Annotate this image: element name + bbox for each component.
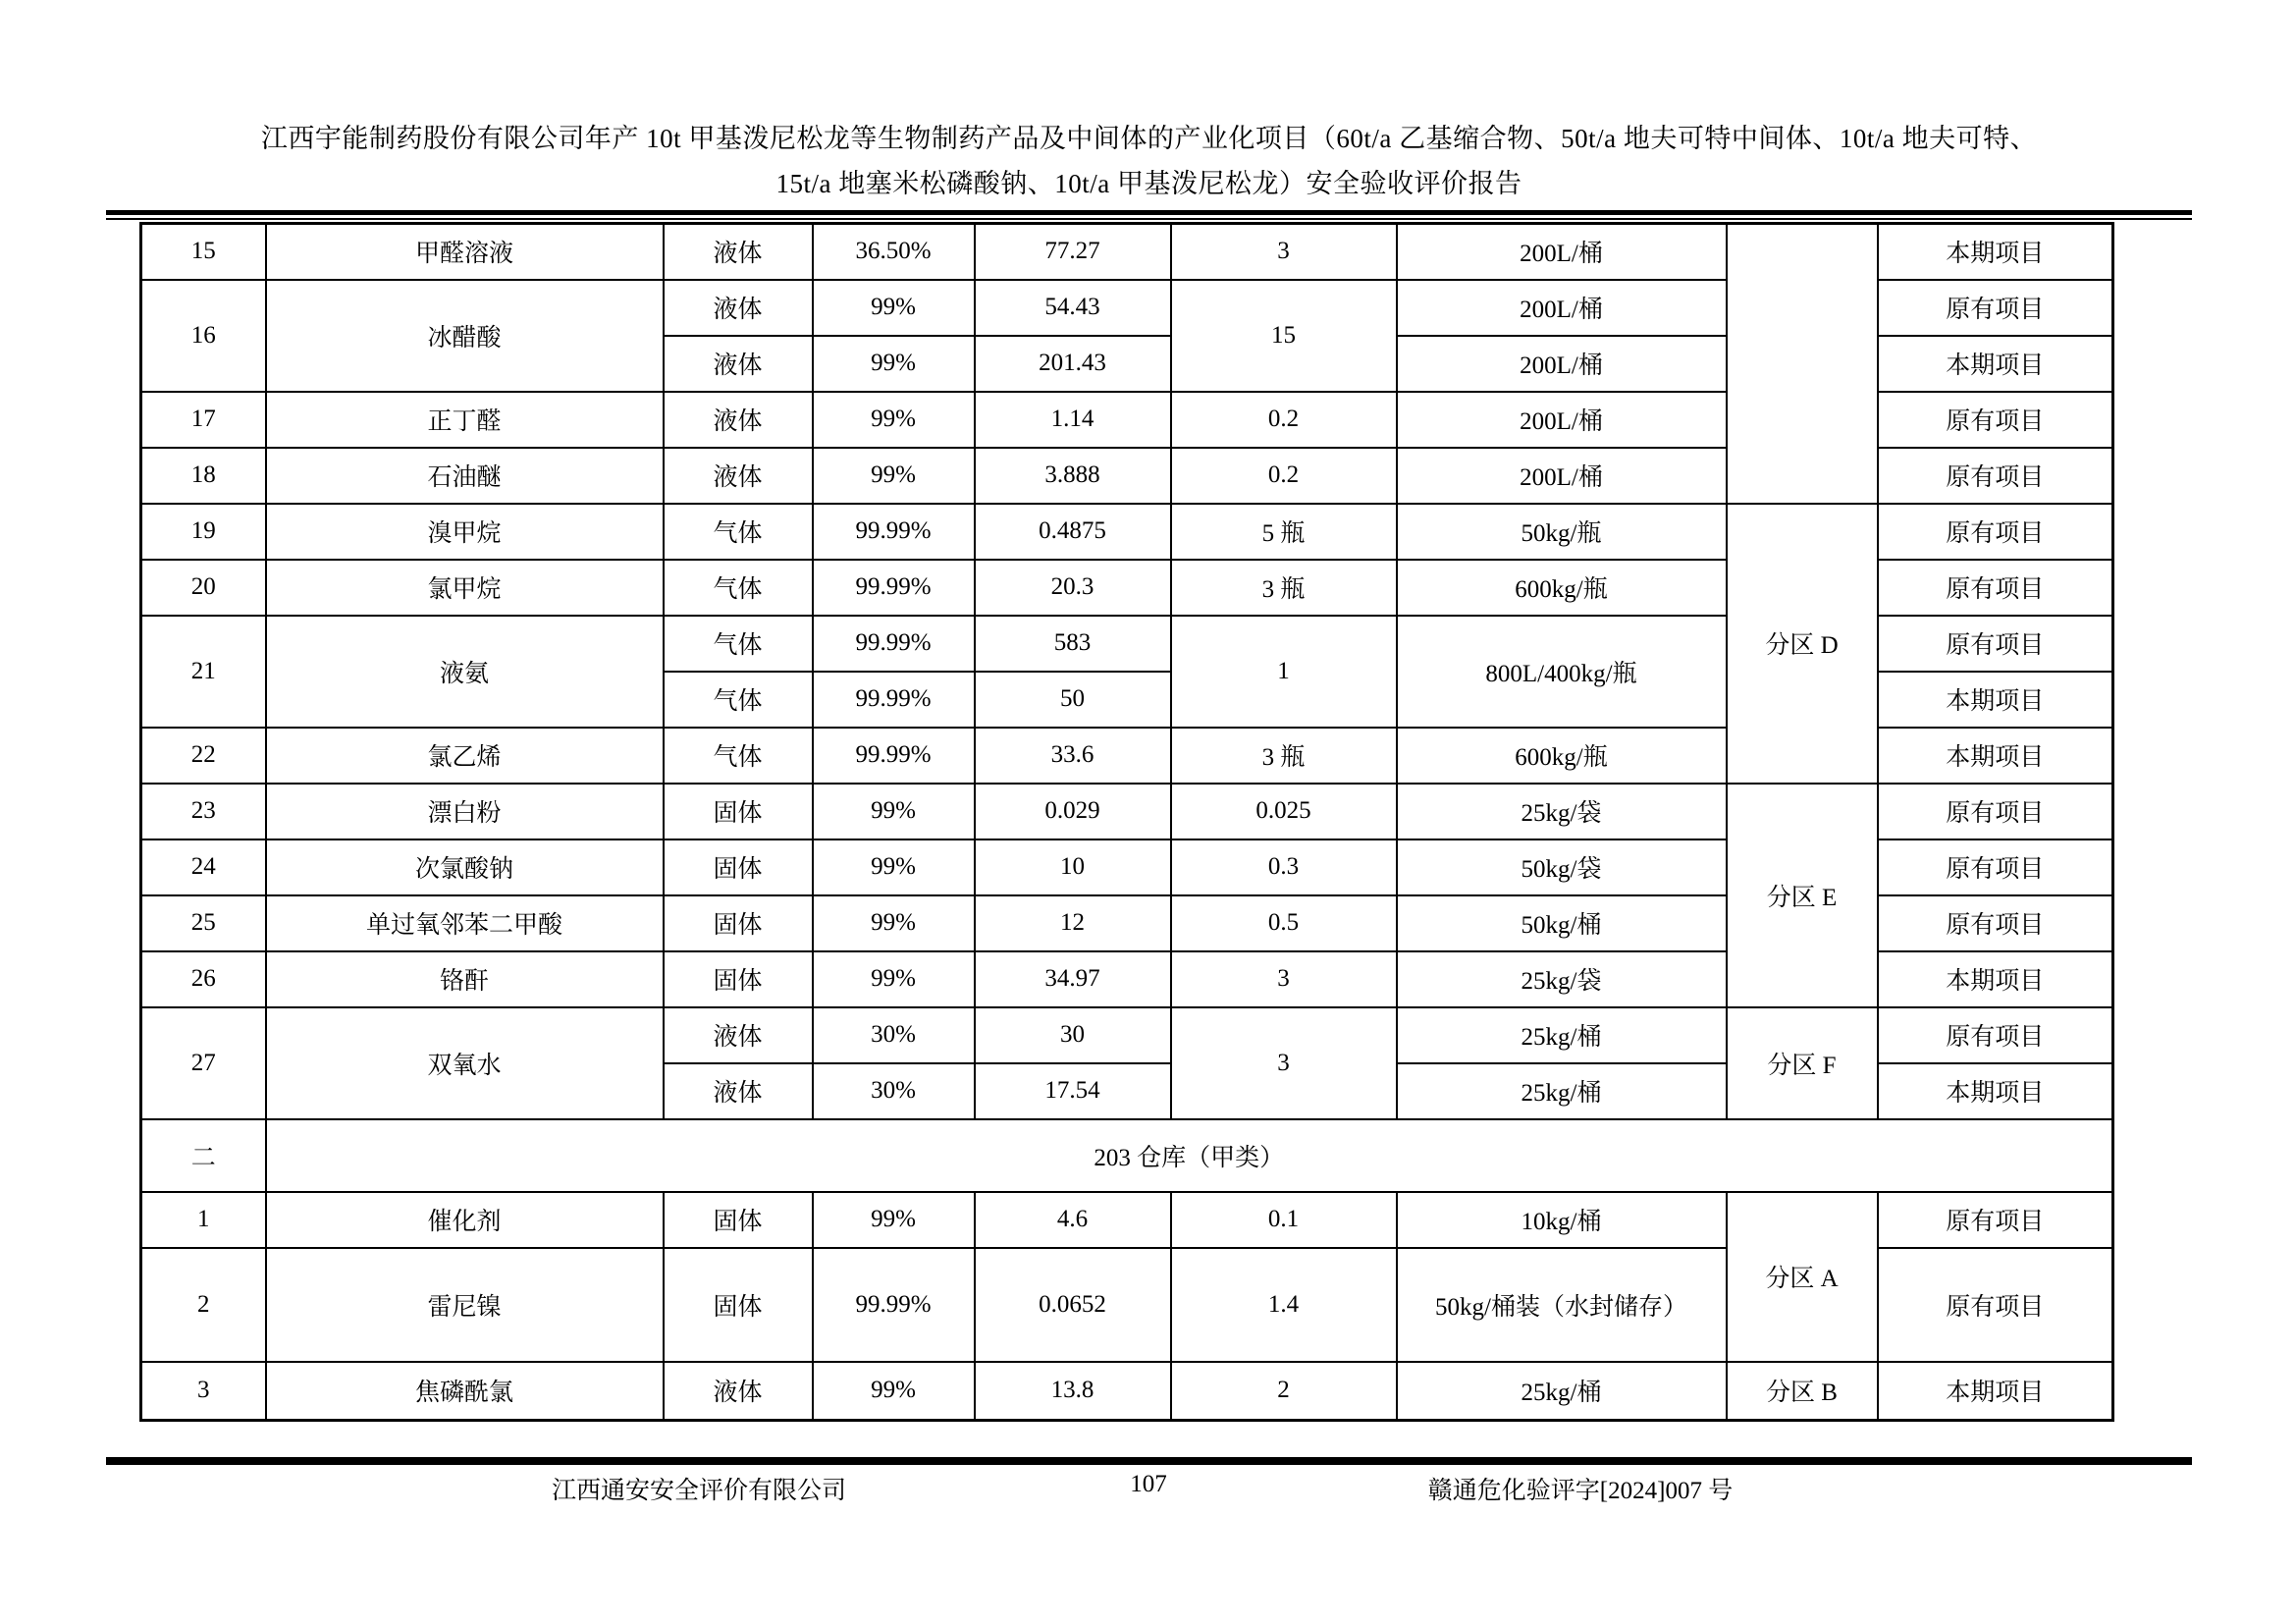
cell-chemical-name: 单过氧邻苯二甲酸 <box>266 895 664 951</box>
cell-seq: 二 <box>141 1119 266 1192</box>
cell-quantity: 3 瓶 <box>1171 560 1397 616</box>
cell-purity: 99% <box>813 1192 975 1248</box>
cell-seq: 17 <box>141 392 266 448</box>
cell-chemical-name: 石油醚 <box>266 448 664 504</box>
table-row <box>141 1192 2113 1248</box>
cell-project: 本期项目 <box>1878 1362 2113 1421</box>
cell-storage-amount: 50 <box>975 672 1171 728</box>
cell-storage-amount: 12 <box>975 895 1171 951</box>
cell-packaging: 25kg/袋 <box>1397 951 1727 1007</box>
page-title-line2: 15t/a 地塞米松磷酸钠、10t/a 甲基泼尼松龙）安全验收评价报告 <box>775 169 1522 198</box>
cell-project: 本期项目 <box>1878 224 2113 280</box>
cell-packaging: 200L/桶 <box>1397 336 1727 392</box>
cell-storage-amount: 583 <box>975 616 1171 672</box>
cell-physical-state: 液体 <box>664 336 813 392</box>
cell-chemical-name: 漂白粉 <box>266 784 664 839</box>
cell-physical-state: 液体 <box>664 224 813 280</box>
cell-zone: 分区 A <box>1727 1192 1878 1362</box>
cell-physical-state: 气体 <box>664 560 813 616</box>
cell-physical-state: 固体 <box>664 895 813 951</box>
cell-purity: 36.50% <box>813 224 975 280</box>
cell-storage-amount: 17.54 <box>975 1063 1171 1119</box>
chemicals-table <box>139 222 2114 1422</box>
cell-project: 原有项目 <box>1878 1007 2113 1063</box>
cell-zone: 分区 E <box>1727 784 1878 1007</box>
cell-packaging: 50kg/桶装（水封储存） <box>1397 1248 1727 1362</box>
cell-chemical-name: 氯乙烯 <box>266 728 664 784</box>
page-title <box>106 116 2192 206</box>
cell-purity: 30% <box>813 1063 975 1119</box>
cell-purity: 99.99% <box>813 1248 975 1362</box>
cell-seq: 27 <box>141 1007 266 1119</box>
cell-chemical-name: 次氯酸钠 <box>266 839 664 895</box>
cell-quantity: 0.2 <box>1171 448 1397 504</box>
cell-seq: 24 <box>141 839 266 895</box>
cell-zone: 分区 D <box>1727 504 1878 784</box>
table-row <box>141 784 2113 839</box>
cell-physical-state: 固体 <box>664 784 813 839</box>
cell-quantity: 3 <box>1171 224 1397 280</box>
cell-storage-amount: 54.43 <box>975 280 1171 336</box>
table-row <box>141 504 2113 560</box>
cell-quantity: 0.1 <box>1171 1192 1397 1248</box>
cell-project: 原有项目 <box>1878 504 2113 560</box>
cell-quantity: 1.4 <box>1171 1248 1397 1362</box>
cell-storage-amount: 34.97 <box>975 951 1171 1007</box>
cell-project: 原有项目 <box>1878 839 2113 895</box>
cell-packaging: 600kg/瓶 <box>1397 560 1727 616</box>
cell-seq: 19 <box>141 504 266 560</box>
cell-zone <box>1727 224 1878 504</box>
cell-physical-state: 液体 <box>664 448 813 504</box>
cell-physical-state: 液体 <box>664 1063 813 1119</box>
table-row <box>141 224 2113 280</box>
cell-storage-amount: 77.27 <box>975 224 1171 280</box>
cell-chemical-name: 正丁醛 <box>266 392 664 448</box>
cell-storage-amount: 0.4875 <box>975 504 1171 560</box>
cell-quantity: 0.025 <box>1171 784 1397 839</box>
cell-chemical-name: 液氨 <box>266 616 664 728</box>
cell-physical-state: 固体 <box>664 951 813 1007</box>
cell-seq: 15 <box>141 224 266 280</box>
cell-project: 本期项目 <box>1878 1063 2113 1119</box>
cell-seq: 18 <box>141 448 266 504</box>
cell-project: 原有项目 <box>1878 784 2113 839</box>
cell-purity: 99% <box>813 448 975 504</box>
cell-chemical-name: 溴甲烷 <box>266 504 664 560</box>
cell-project: 本期项目 <box>1878 728 2113 784</box>
cell-quantity: 0.3 <box>1171 839 1397 895</box>
cell-purity: 99% <box>813 336 975 392</box>
cell-zone: 分区 B <box>1727 1362 1878 1421</box>
cell-packaging: 50kg/袋 <box>1397 839 1727 895</box>
cell-project: 原有项目 <box>1878 1248 2113 1362</box>
cell-zone: 分区 F <box>1727 1007 1878 1119</box>
cell-storage-amount: 201.43 <box>975 336 1171 392</box>
cell-seq: 1 <box>141 1192 266 1248</box>
section-title-cell: 203 仓库（甲类） <box>266 1119 2113 1192</box>
cell-project: 本期项目 <box>1878 951 2113 1007</box>
cell-quantity: 3 瓶 <box>1171 728 1397 784</box>
cell-purity: 99.99% <box>813 616 975 672</box>
cell-project: 本期项目 <box>1878 672 2113 728</box>
footer-company: 江西通安安全评价有限公司 <box>551 1478 847 1504</box>
cell-physical-state: 固体 <box>664 839 813 895</box>
cell-seq: 21 <box>141 616 266 728</box>
cell-purity: 99.99% <box>813 728 975 784</box>
cell-purity: 99% <box>813 1362 975 1421</box>
cell-packaging: 200L/桶 <box>1397 224 1727 280</box>
cell-packaging: 25kg/桶 <box>1397 1063 1727 1119</box>
cell-storage-amount: 13.8 <box>975 1362 1171 1421</box>
cell-chemical-name: 甲醛溶液 <box>266 224 664 280</box>
cell-physical-state: 气体 <box>664 672 813 728</box>
cell-purity: 99.99% <box>813 672 975 728</box>
cell-chemical-name: 焦磷酰氯 <box>266 1362 664 1421</box>
cell-seq: 2 <box>141 1248 266 1362</box>
cell-storage-amount: 0.029 <box>975 784 1171 839</box>
footer-doc-number: 赣通危化验评字[2024]007 号 <box>1427 1478 1734 1504</box>
table-row <box>141 1362 2113 1421</box>
cell-quantity: 2 <box>1171 1362 1397 1421</box>
cell-chemical-name: 雷尼镍 <box>266 1248 664 1362</box>
cell-purity: 99% <box>813 392 975 448</box>
cell-physical-state: 液体 <box>664 392 813 448</box>
cell-project: 原有项目 <box>1878 560 2113 616</box>
cell-physical-state: 气体 <box>664 504 813 560</box>
cell-quantity: 5 瓶 <box>1171 504 1397 560</box>
cell-chemical-name: 铬酐 <box>266 951 664 1007</box>
cell-physical-state: 液体 <box>664 1007 813 1063</box>
cell-purity: 99.99% <box>813 504 975 560</box>
cell-physical-state: 固体 <box>664 1248 813 1362</box>
cell-storage-amount: 20.3 <box>975 560 1171 616</box>
footer-rule <box>106 1457 2192 1465</box>
cell-project: 原有项目 <box>1878 895 2113 951</box>
cell-purity: 99% <box>813 280 975 336</box>
cell-seq: 22 <box>141 728 266 784</box>
cell-seq: 26 <box>141 951 266 1007</box>
cell-project: 本期项目 <box>1878 336 2113 392</box>
table-row <box>141 1007 2113 1063</box>
cell-seq: 25 <box>141 895 266 951</box>
cell-packaging: 25kg/桶 <box>1397 1007 1727 1063</box>
cell-chemical-name: 氯甲烷 <box>266 560 664 616</box>
cell-project: 原有项目 <box>1878 448 2113 504</box>
cell-physical-state: 液体 <box>664 280 813 336</box>
cell-quantity: 1 <box>1171 616 1397 728</box>
cell-packaging: 600kg/瓶 <box>1397 728 1727 784</box>
cell-quantity: 3 <box>1171 951 1397 1007</box>
cell-storage-amount: 4.6 <box>975 1192 1171 1248</box>
cell-storage-amount: 10 <box>975 839 1171 895</box>
cell-purity: 99% <box>813 895 975 951</box>
cell-purity: 30% <box>813 1007 975 1063</box>
cell-seq: 23 <box>141 784 266 839</box>
cell-physical-state: 气体 <box>664 616 813 672</box>
cell-packaging: 200L/桶 <box>1397 392 1727 448</box>
cell-physical-state: 固体 <box>664 1192 813 1248</box>
cell-quantity: 15 <box>1171 280 1397 392</box>
cell-packaging: 25kg/桶 <box>1397 1362 1727 1421</box>
cell-quantity: 3 <box>1171 1007 1397 1119</box>
cell-seq: 20 <box>141 560 266 616</box>
cell-packaging: 50kg/桶 <box>1397 895 1727 951</box>
cell-packaging: 800L/400kg/瓶 <box>1397 616 1727 728</box>
cell-packaging: 10kg/桶 <box>1397 1192 1727 1248</box>
cell-seq: 3 <box>141 1362 266 1421</box>
cell-purity: 99% <box>813 951 975 1007</box>
cell-chemical-name: 冰醋酸 <box>266 280 664 392</box>
cell-purity: 99% <box>813 839 975 895</box>
cell-packaging: 50kg/瓶 <box>1397 504 1727 560</box>
cell-project: 原有项目 <box>1878 392 2113 448</box>
cell-quantity: 0.5 <box>1171 895 1397 951</box>
cell-quantity: 0.2 <box>1171 392 1397 448</box>
cell-purity: 99% <box>813 784 975 839</box>
page-title-line1: 江西宇能制药股份有限公司年产 10t 甲基泼尼松龙等生物制药产品及中间体的产业化项目（60t/a 乙基缩合物、50t/a 地夫可特中间体、10t/a 地夫可特、 <box>260 124 2038 153</box>
cell-purity: 99.99% <box>813 560 975 616</box>
header-rule-thin <box>106 218 2192 220</box>
cell-storage-amount: 33.6 <box>975 728 1171 784</box>
cell-packaging: 200L/桶 <box>1397 448 1727 504</box>
cell-project: 原有项目 <box>1878 1192 2113 1248</box>
footer-page-number: 107 <box>1130 1471 1167 1497</box>
cell-project: 原有项目 <box>1878 616 2113 672</box>
cell-chemical-name: 催化剂 <box>266 1192 664 1248</box>
cell-storage-amount: 30 <box>975 1007 1171 1063</box>
cell-packaging: 25kg/袋 <box>1397 784 1727 839</box>
cell-storage-amount: 0.0652 <box>975 1248 1171 1362</box>
cell-physical-state: 气体 <box>664 728 813 784</box>
header-rule <box>106 210 2192 215</box>
cell-packaging: 200L/桶 <box>1397 280 1727 336</box>
cell-seq: 16 <box>141 280 266 392</box>
cell-storage-amount: 1.14 <box>975 392 1171 448</box>
cell-physical-state: 液体 <box>664 1362 813 1421</box>
cell-storage-amount: 3.888 <box>975 448 1171 504</box>
cell-chemical-name: 双氧水 <box>266 1007 664 1119</box>
cell-project: 原有项目 <box>1878 280 2113 336</box>
section-row <box>141 1119 2113 1192</box>
